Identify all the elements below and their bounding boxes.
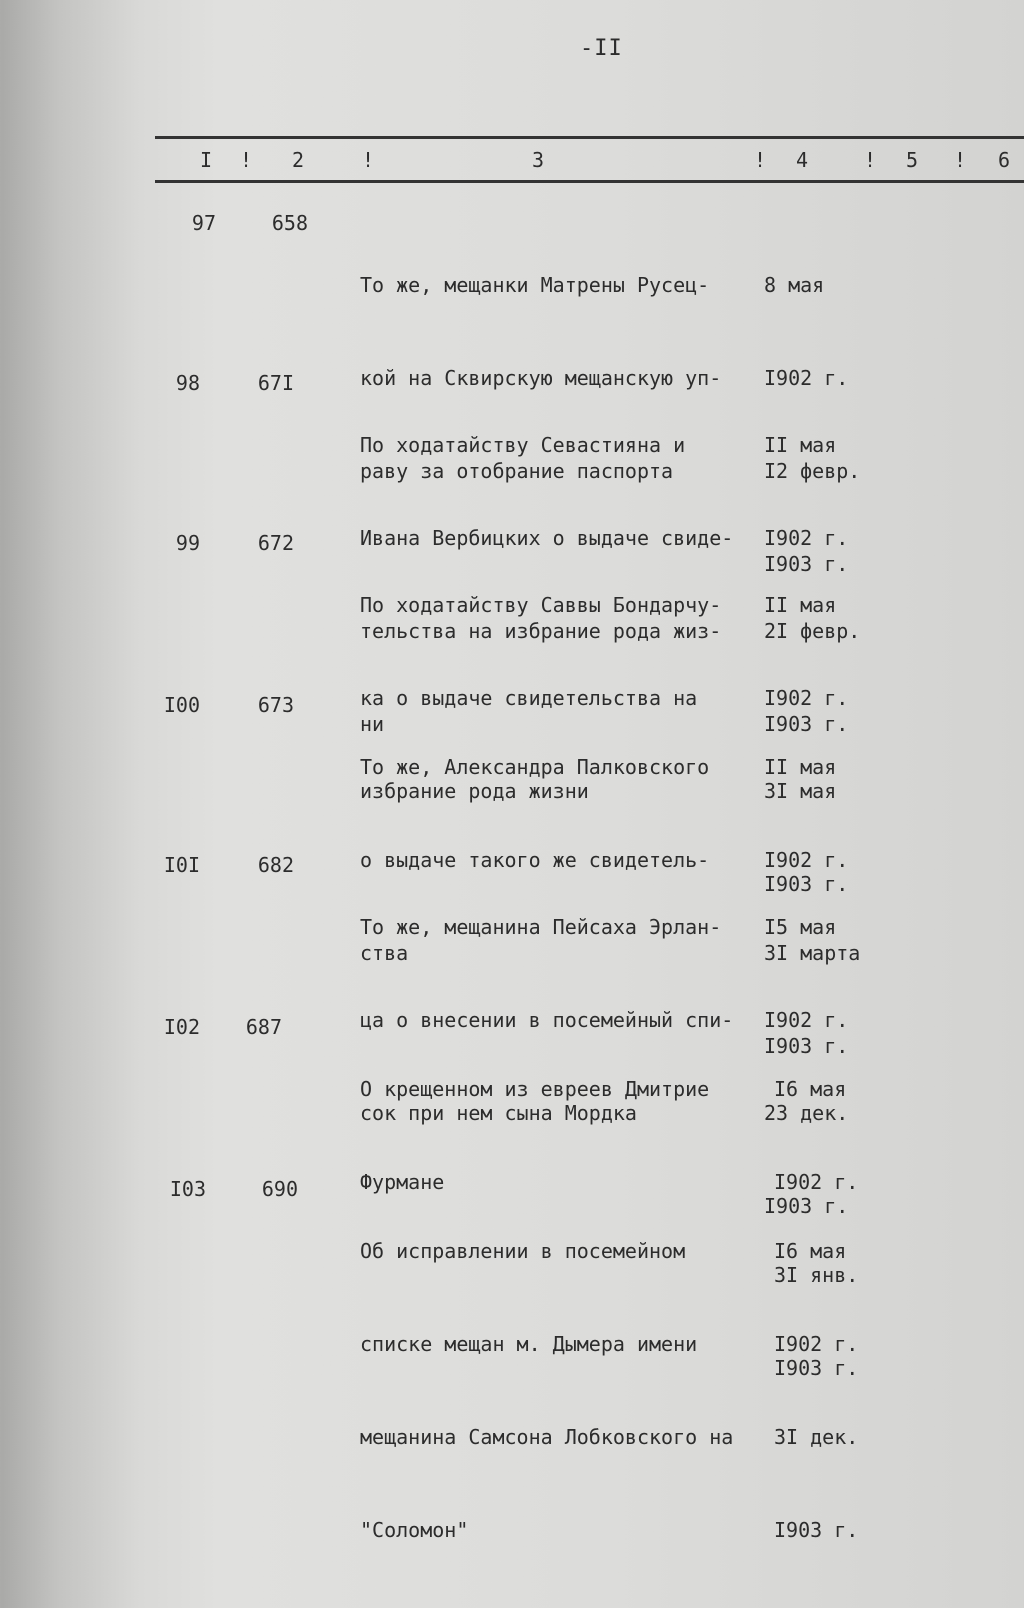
description-line: То же, Александра Палковского [360,755,710,779]
date-line: 3I дек. [774,1425,859,1449]
description-line: То же, мещанина Пейсаха Эрлан- [360,915,722,939]
table-top-rule [155,136,1024,139]
description-line: Об исправлении в посемейном [360,1239,686,1263]
description-line: тельства на избрание рода жиз- [360,619,722,643]
date-line: 3I марта [764,941,861,965]
date-line: I903 г. [774,1356,859,1380]
entry-file-number: 673 [257,693,294,717]
entry-number: 99 [175,531,200,555]
entry-file-number: 67I [257,371,294,395]
date-line: I903 г. [764,1034,849,1058]
entry-number: I0I [163,853,200,877]
date-line: 23 дек. [764,1101,849,1125]
entry-file-number: 687 [245,1015,282,1039]
entry-number: I03 [169,1177,206,1201]
date-line: 3I мая [764,779,837,803]
description-line: кой на Сквирскую мещанскую уп- [360,366,722,390]
date-line: I902 г. [764,526,849,550]
date-line: 2I февр. [764,619,861,643]
description-line: списке мещан м. Дымера имени [360,1332,698,1356]
entry-file-number: 658 [271,211,308,235]
header-sep: ! [240,148,253,172]
header-col-2: 2 [292,148,305,172]
date-line: I903 г. [764,872,849,896]
description-line: мещанина Самсона Лобковского на [360,1425,734,1449]
date-line: 3I янв. [774,1263,859,1287]
entry-number: 98 [175,371,200,395]
date-line: I902 г. [764,366,849,390]
header-col-4: 4 [796,148,809,172]
date-line: I6 мая [774,1239,847,1263]
date-line: I2 февр. [764,459,861,483]
description-line: сок при нем сына Мордка [360,1101,637,1125]
description-line: раву за отобрание паспорта [360,459,674,483]
date-line: I902 г. [764,686,849,710]
header-sep: ! [864,148,877,172]
date-line: I903 г. [764,1194,849,1218]
entry-dates [774,1174,934,1608]
date-line: I902 г. [764,1008,849,1032]
date-line: I902 г. [774,1332,859,1356]
header-col-3: 3 [532,148,545,172]
description-line: о выдаче такого же свидетель- [360,848,710,872]
entry-number: I02 [163,1015,200,1039]
date-line: II мая [764,593,837,617]
header-col-1: I [200,148,213,172]
date-line: II мая [764,433,837,457]
date-line: I902 г. [774,1170,859,1194]
date-line: I5 мая [764,915,837,939]
entry-number: 97 [191,211,216,235]
header-sep: ! [954,148,967,172]
entry-file-number: 672 [257,531,294,555]
description-line: По ходатайству Севастияна и [360,433,686,457]
description-line: ца о внесении в посемейный спи- [360,1008,734,1032]
entry-file-number: 682 [257,853,294,877]
description-line: "Соломон" [360,1518,469,1542]
header-col-5: 5 [906,148,919,172]
description-line: По ходатайству Саввы Бондарчу- [360,593,722,617]
header-sep: ! [754,148,767,172]
entry-file-number: 690 [261,1177,298,1201]
table-header-rule [155,180,1024,183]
entry-number: I00 [163,693,200,717]
header-col-6: 6 [998,148,1011,172]
date-line: I903 г. [774,1518,859,1542]
date-line: II мая [764,755,837,779]
date-line: I6 мая [774,1077,847,1101]
description-line: Фурмане [360,1170,445,1194]
description-line: Ивана Вербицких о выдаче свиде- [360,526,734,550]
date-line: I903 г. [764,552,849,576]
page-number: -II [580,36,623,61]
description-line: ка о выдаче свидетельства на [360,686,698,710]
description-line: избрание рода жизни [360,779,589,803]
date-line: 8 мая [764,273,825,297]
description-line: О крещенном из евреев Дмитрие [360,1077,710,1101]
date-line: I903 г. [764,712,849,736]
date-line: I902 г. [764,848,849,872]
description-line: ства [360,941,409,965]
description-line: ни [360,712,385,736]
entry-description [360,1174,770,1608]
header-sep: ! [362,148,375,172]
description-line: То же, мещанки Матрены Русец- [360,273,710,297]
